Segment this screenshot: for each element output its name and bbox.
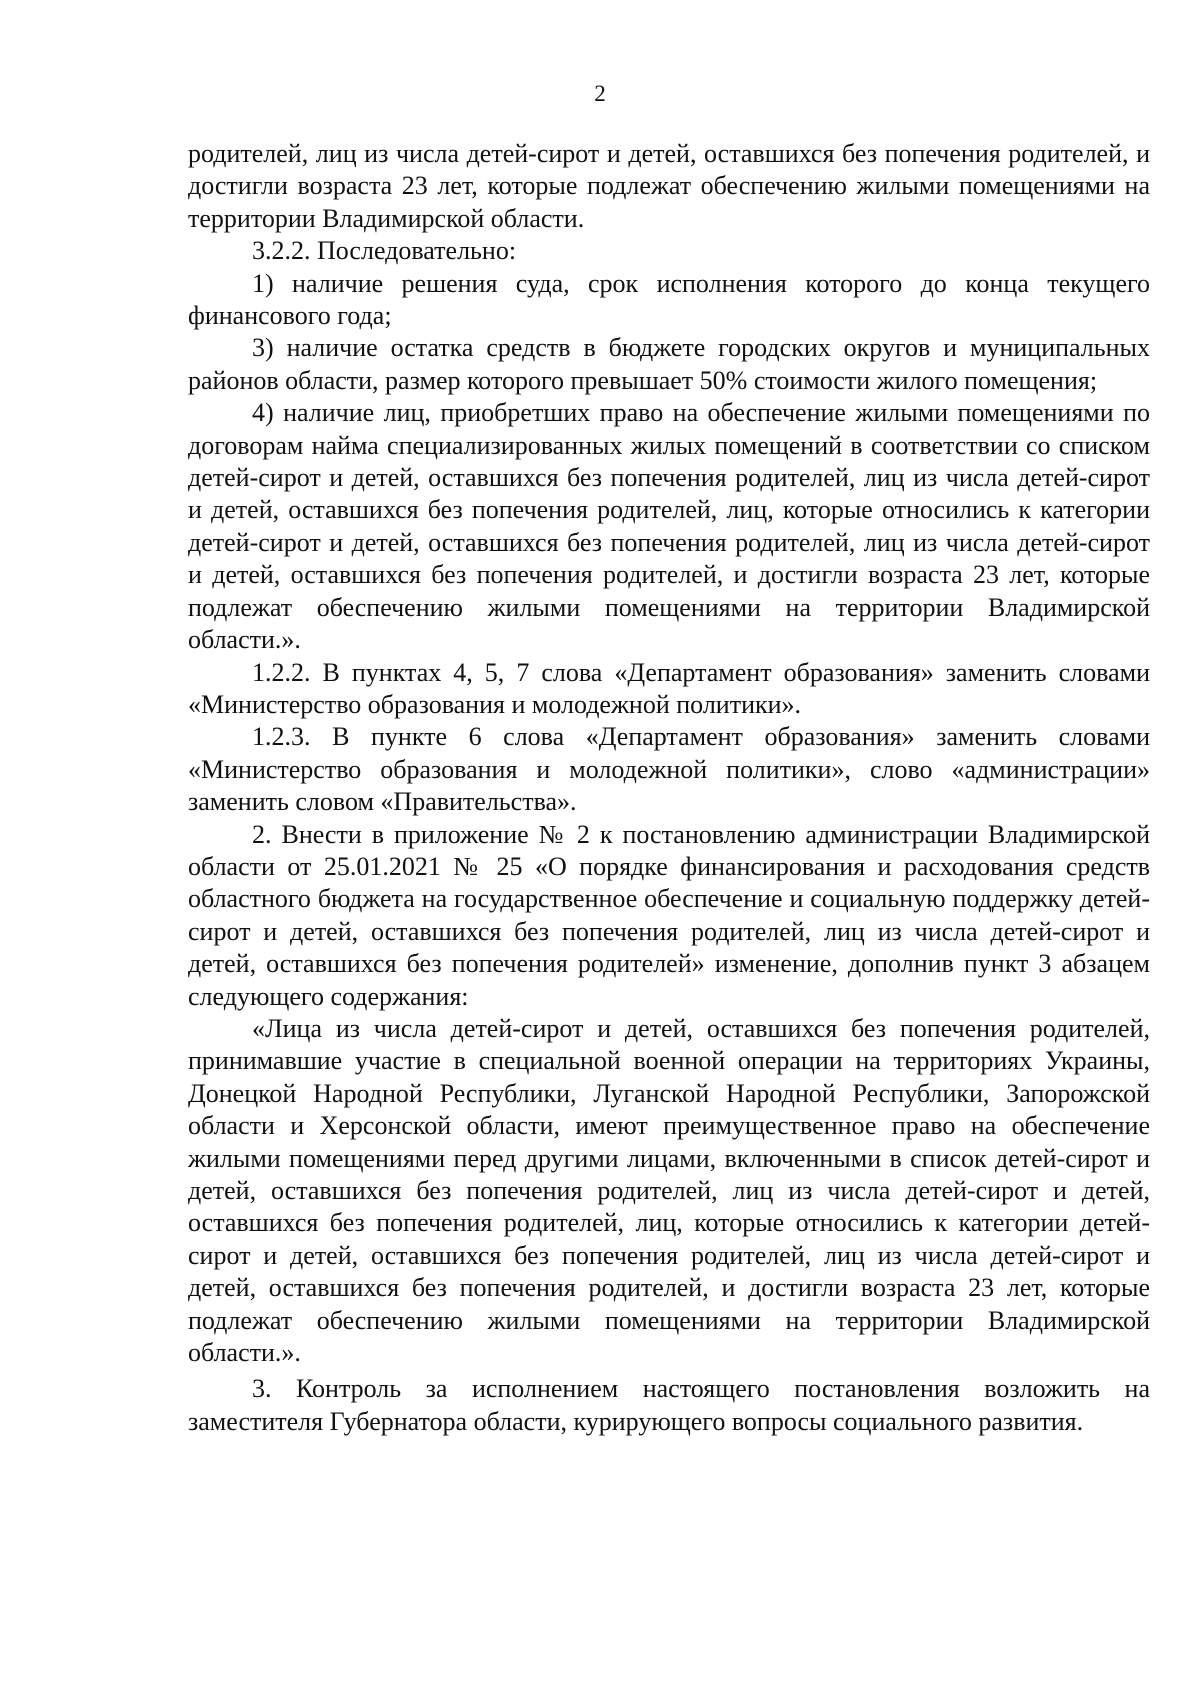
document-body bbox=[188, 138, 1150, 1438]
paragraph-2: 2. Внести в приложение № 2 к постановлению администрации Владимирской области от 25.01.2021 № 25 «О порядке финансирования и расходования средств областного бюджета на государственное обеспечение и социальную поддержку детей-сирот и детей, оставшихся без попечения родителей, лиц из числа детей-сирот и детей, оставшихся без попечения родителей» изменение, дополнив пункт 3 абзацем следующего содержания: bbox=[188, 819, 1150, 1011]
paragraph-item-4: 4) наличие лиц, приобретших право на обеспечение жилыми помещениями по договорам найма специализированных жилых помещений в соответствии со списком детей-сирот и детей, оставшихся без попечения родителей, лиц из числа детей-сирот и детей, оставшихся без попечения родителей, лиц, которые относились к категории детей-сирот и детей, оставшихся без попечения родителей, лиц из числа детей-сирот и детей, оставшихся без попечения родителей, и достигли возраста 23 лет, которые подлежат обеспечению жилыми помещениями на территории Владимирской области.». bbox=[188, 398, 1150, 655]
paragraph-quoted-addition: «Лица из числа детей-сирот и детей, оставшихся без попечения родителей, принимавшие участие в специальной военной операции на территориях Украины, Донецкой Народной Республики, Луганской Народной Республики, Запорожской области и Херсонской области, имеют преимущественное право на обеспечение жилыми помещениями перед другими лицами, включенными в список детей-сирот и детей, оставшихся без попечения родителей, лиц из числа детей-сирот и детей, оставшихся без попечения родителей, лиц, которые относились к категории детей-сирот и детей, оставшихся без попечения родителей, лиц из числа детей-сирот и детей, оставшихся без попечения родителей, и достигли возраста 23 лет, которые подлежат обеспечению жилыми помещениями на территории Владимирской области.». bbox=[188, 1013, 1150, 1368]
paragraph-item-1: 1) наличие решения суда, срок исполнения которого до конца текущего финансового года; bbox=[188, 268, 1150, 331]
paragraph-3: 3. Контроль за исполнением настоящего постановления возложить на заместителя Губернатора области, курирующего вопросы социального развития. bbox=[188, 1374, 1150, 1436]
paragraph-3-2-2: 3.2.2. Последовательно: bbox=[252, 236, 517, 266]
paragraph-1-2-2: 1.2.2. В пунктах 4, 5, 7 слова «Департамент образования» заменить словами «Министерство образования и молодежной политики». bbox=[188, 657, 1150, 719]
paragraph-item-3: 3) наличие остатка средств в бюджете городских округов и муниципальных районов области, размер которого превышает 50% стоимости жилого помещения; bbox=[188, 333, 1150, 395]
page-number: 2 bbox=[594, 81, 606, 106]
paragraph-1-2-3: 1.2.3. В пункте 6 слова «Департамент образования» заменить словами «Министерство образования и молодежной политики», слово «администрации» заменить словом «Правительства». bbox=[188, 722, 1150, 817]
paragraph-continuation: родителей, лиц из числа детей-сирот и детей, оставшихся без попечения родителей, и достигли возраста 23 лет, которые подлежат обеспечению жилыми помещениями на территории Владимирской области. bbox=[188, 139, 1150, 233]
